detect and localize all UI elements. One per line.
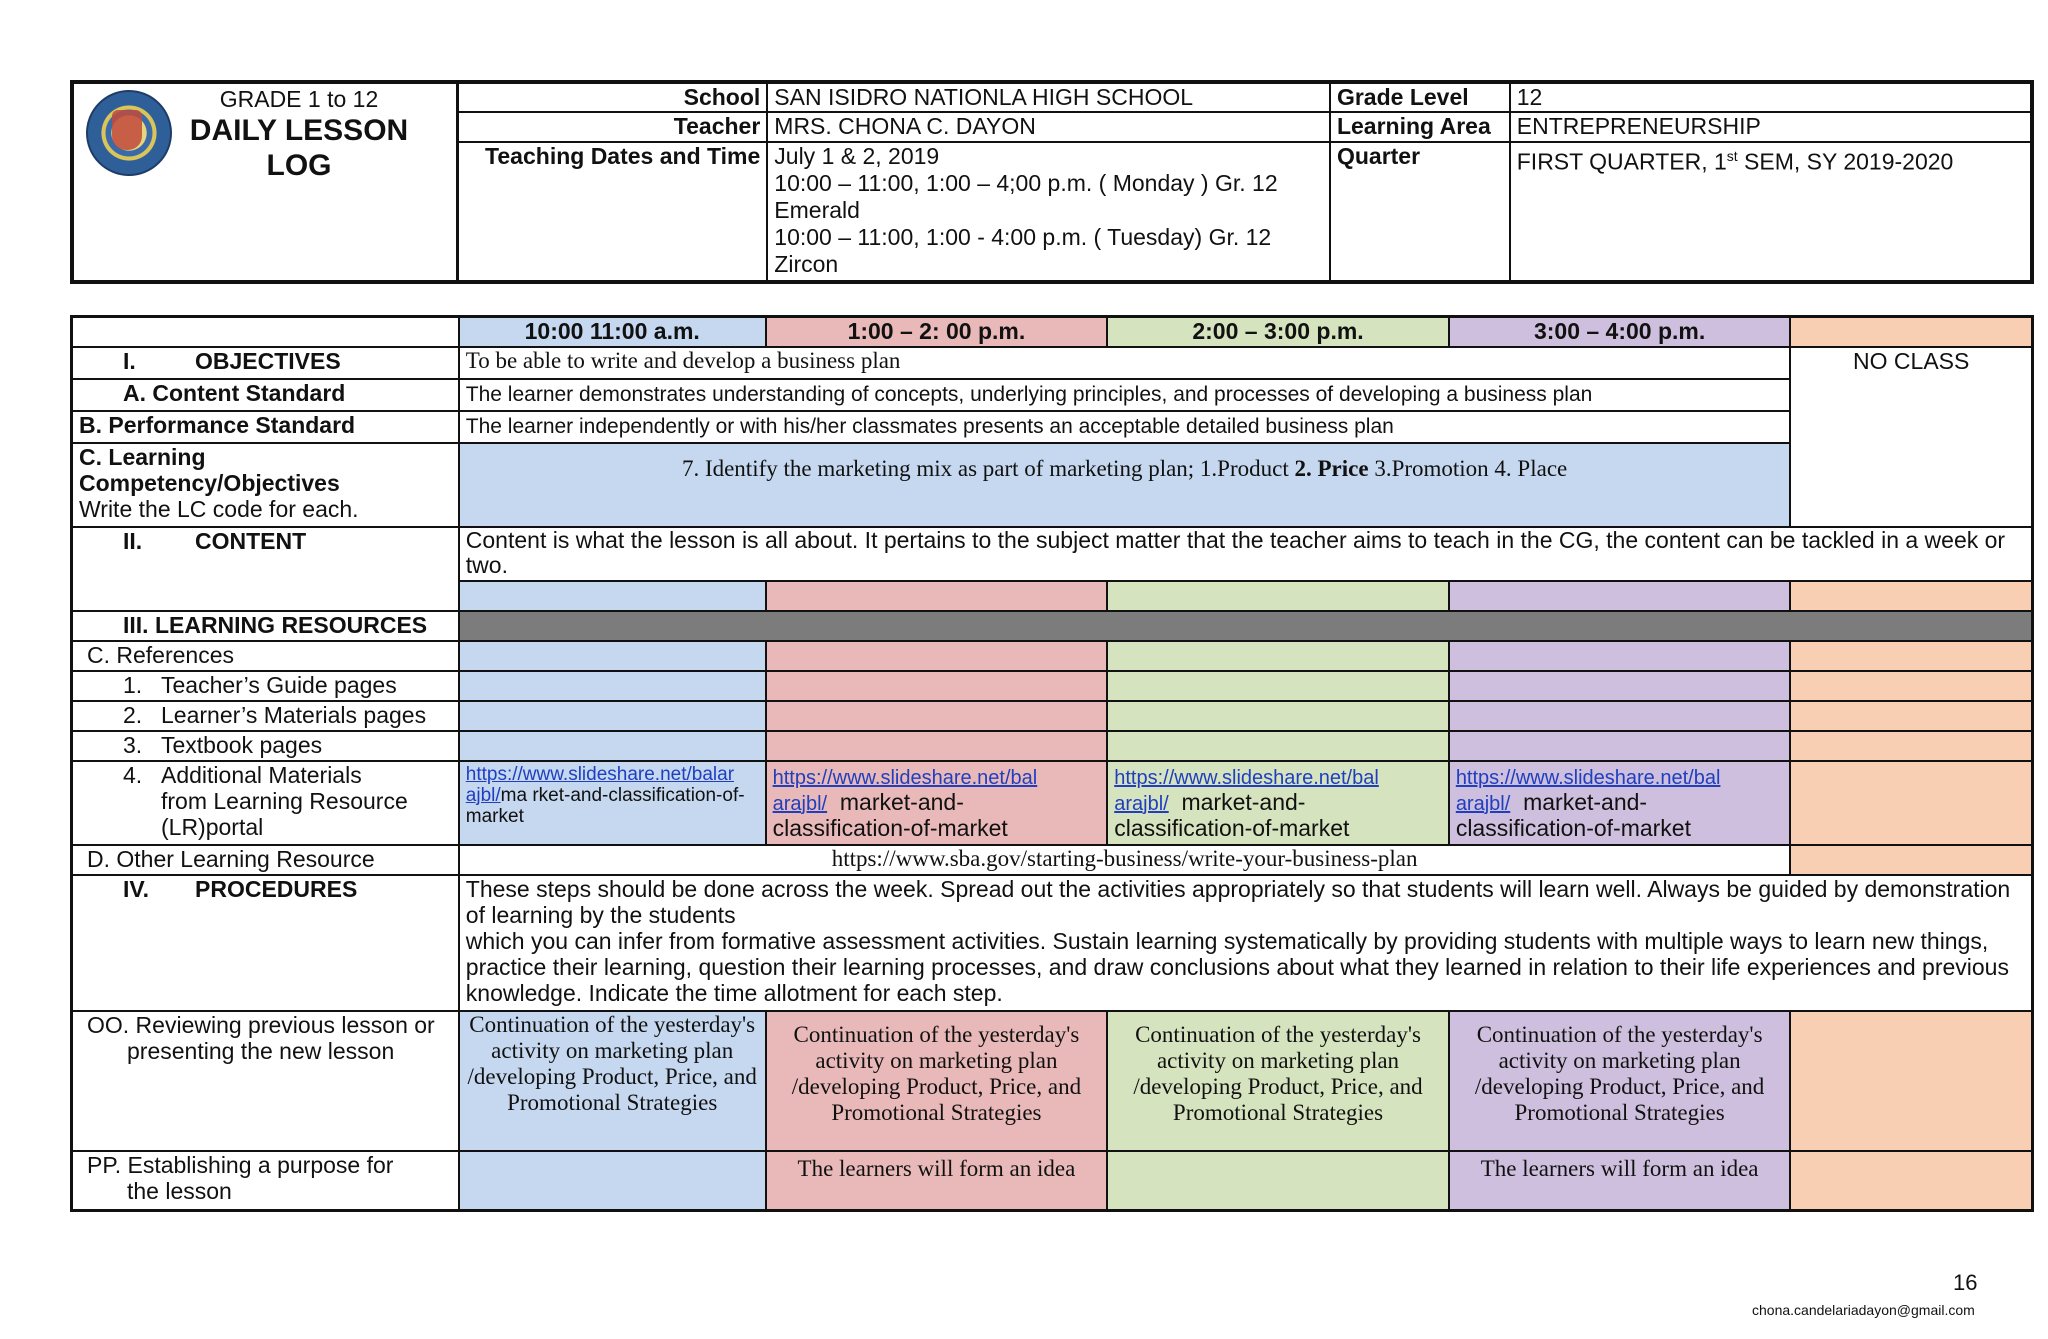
am-link-4-rest: market-and-classification-of-market: [1455, 788, 1691, 841]
other-resource-label: D. Other Learning Resource: [72, 845, 459, 875]
am-cell-3: [1107, 761, 1449, 845]
purpose-cell-3: [1107, 1151, 1449, 1211]
ref-cell-1: [459, 641, 766, 671]
am-cell-5: [1790, 761, 2032, 845]
reviewing-label: [72, 1011, 459, 1151]
reviewing-cell-4: Continuation of the yesterday's activity on marketing plan /developing Product, Price, and Promotional Strategies: [1449, 1011, 1791, 1151]
ref-cell-5: [1790, 641, 2032, 671]
tb-num: 3.: [123, 731, 143, 758]
procedures-text: [459, 875, 2033, 1011]
header-table: [70, 80, 2034, 284]
am-link-1b[interactable]: ajbl/: [465, 784, 501, 806]
grade-level-value: 12: [1510, 82, 2032, 112]
performance-standard-label: B. Performance Standard: [72, 411, 459, 443]
title-block: [184, 86, 414, 183]
dates-line3: 10:00 – 11:00, 1:00 - 4:00 p.m. ( Tuesday) Gr. 12 Zircon: [774, 223, 1272, 277]
content-text: Content is what the lesson is all about. It pertains to the subject matter that the teacher aims to teach in the CG, the content can be tackled in a week or two.: [459, 527, 2033, 581]
lc-text-bold: 2. Price: [1294, 455, 1369, 481]
lm-cell-2: [766, 701, 1108, 731]
tg-cell-3: [1107, 671, 1449, 701]
other-resource-link: https://www.sba.gov/starting-business/write-your-business-plan: [459, 845, 1791, 875]
dates-line2: 10:00 – 11:00, 1:00 – 4;00 p.m. ( Monday ) Gr. 12 Emerald: [774, 169, 1278, 223]
time-col-3: 2:00 – 3:00 p.m.: [1107, 317, 1449, 347]
teacher-value: MRS. CHONA C. DAYON: [767, 112, 1330, 141]
lm-cell-5: [1790, 701, 2032, 731]
am-link-2b[interactable]: arajbl/: [772, 792, 828, 815]
content-cell-5: [1790, 581, 2032, 611]
tb-cell-1: [459, 731, 766, 761]
objectives-label: [72, 347, 459, 379]
content-standard-text: The learner demonstrates understanding of concepts, underlying principles, and processes of developing a business plan: [459, 379, 1791, 411]
pp-line2: the lesson: [127, 1177, 232, 1204]
ref-cell-3: [1107, 641, 1449, 671]
tb-text: Textbook pages: [161, 731, 323, 758]
purpose-cell-5: [1790, 1151, 2032, 1211]
am-link-3b[interactable]: arajbl/: [1114, 792, 1169, 815]
lc-text-pre: 7. Identify the marketing mix as part of marketing plan; 1.Product: [681, 455, 1295, 481]
am-link-2-rest: market-and-classification-of-market: [772, 788, 1008, 841]
dates-value: [767, 142, 1330, 282]
tb-cell-3: [1107, 731, 1449, 761]
ref-cell-4: [1449, 641, 1791, 671]
additional-materials-label: [72, 761, 459, 845]
lm-cell-1: [459, 701, 766, 731]
lm-num: 2.: [123, 701, 143, 728]
learning-resources-label: III. LEARNING RESOURCES: [72, 611, 459, 641]
references-label: C. References: [72, 641, 459, 671]
quarter-text: FIRST QUARTER, 1: [1516, 148, 1727, 175]
performance-standard-text: The learner independently or with his/her classmates presents an acceptable detailed business plan: [459, 411, 1791, 443]
blank-corner: [72, 317, 459, 347]
time-col-2: 1:00 – 2: 00 p.m.: [766, 317, 1108, 347]
teachers-guide-label: [72, 671, 459, 701]
procedures-num: IV.: [123, 875, 150, 902]
content-label: [72, 527, 459, 611]
objectives-text: To be able to write and develop a business plan: [459, 347, 1791, 379]
procedures-label-text: PROCEDURES: [195, 875, 358, 902]
reviewing-cell-2: Continuation of the yesterday's activity on marketing plan /developing Product, Price, and Promotional Strategies: [766, 1011, 1108, 1151]
page-number: 16: [1953, 1270, 1978, 1295]
am-link-2a[interactable]: https://www.slideshare.net/bal: [772, 766, 1038, 789]
content-cell-2: [766, 581, 1108, 611]
time-col-1: 10:00 11:00 a.m.: [459, 317, 766, 347]
am-cell-2: [766, 761, 1108, 845]
reviewing-cell-3: Continuation of the yesterday's activity on marketing plan /developing Product, Price, and Promotional Strategies: [1107, 1011, 1449, 1151]
time-col-5: [1790, 317, 2032, 347]
am-num: 4.: [123, 761, 143, 788]
tg-cell-1: [459, 671, 766, 701]
reviewing-cell-5: [1790, 1011, 2032, 1151]
am-line1: [123, 762, 452, 788]
purpose-label: [72, 1151, 459, 1211]
author-email: chona.candelariadayon@gmail.com: [1752, 1302, 1975, 1318]
am-link-4b[interactable]: arajbl/: [1455, 792, 1511, 815]
deped-seal-icon: [86, 90, 172, 176]
tg-cell-5: [1790, 671, 2032, 701]
doc-title-line2: LOG: [266, 149, 332, 182]
quarter-sup: st: [1726, 147, 1738, 164]
procedures-text-1: These steps should be done across the week. Spread out the activities appropriately so that students will learn well. Always be guided by demonstration of learning by the students: [465, 875, 2011, 928]
quarter-label: Quarter: [1330, 142, 1510, 282]
tg-cell-2: [766, 671, 1108, 701]
lm-text: Learner’s Materials pages: [161, 701, 427, 728]
procedures-text-2: which you can infer from formative assessment activities. Sustain learning systematically by providing students with multiple ways to learn new things, practice their learning, question their learning processes, and draw conclusions about what they learned in relation to their life experiences and previous knowledge. Indicate the time allotment for each step.: [465, 927, 2009, 1006]
content-label-text: CONTENT: [195, 527, 307, 554]
learning-area-label: Learning Area: [1330, 112, 1510, 141]
am-line3: (LR)portal: [161, 813, 264, 840]
lc-label-line3: Write the LC code for each.: [79, 495, 359, 522]
school-value: SAN ISIDRO NATIONLA HIGH SCHOOL: [767, 82, 1330, 112]
purpose-cell-2: The learners will form an idea: [766, 1151, 1108, 1211]
teacher-label: Teacher: [458, 112, 767, 141]
objectives-num: I.: [123, 347, 136, 374]
doc-title-line1: DAILY LESSON: [189, 114, 409, 147]
school-label: School: [458, 82, 767, 112]
content-standard-label: A. Content Standard: [72, 379, 459, 411]
lc-label-line1: C. Learning: [79, 443, 206, 470]
am-cell-4: [1449, 761, 1791, 845]
other-cell-5: [1790, 845, 2032, 875]
quarter-text-end: SEM, SY 2019-2020: [1737, 148, 1954, 175]
content-num: II.: [123, 527, 143, 554]
oo-line2: presenting the new lesson: [127, 1037, 395, 1064]
learning-competency-text: [459, 443, 1791, 527]
lm-cell-4: [1449, 701, 1791, 731]
am-link-3-rest: market-and-classification-of-market: [1114, 788, 1350, 841]
lc-text-post: 3.Promotion 4. Place: [1368, 455, 1568, 481]
content-cell-4: [1449, 581, 1791, 611]
logo-title-cell: [72, 82, 458, 282]
quarter-value: [1510, 142, 2032, 282]
ref-cell-2: [766, 641, 1108, 671]
am-link-4a[interactable]: https://www.slideshare.net/bal: [1455, 766, 1721, 789]
procedures-label: [72, 875, 459, 1011]
dates-line1: July 1 & 2, 2019: [774, 142, 940, 169]
learning-competency-label: [72, 443, 459, 527]
lc-label-line2: Competency/Objectives: [79, 469, 340, 496]
tb-cell-5: [1790, 731, 2032, 761]
purpose-cell-4: The learners will form an idea: [1449, 1151, 1791, 1211]
reviewing-cell-1: Continuation of the yesterday's activity on marketing plan /developing Product, Price, and Promotional Strategies: [459, 1011, 766, 1151]
lesson-table: [70, 315, 2034, 1212]
time-col-4: 3:00 – 4:00 p.m.: [1449, 317, 1791, 347]
tg-text: Teacher’s Guide pages: [161, 671, 397, 698]
learning-resources-bar: [459, 611, 2033, 641]
grade-level-label: Grade Level: [1330, 82, 1510, 112]
objectives-label-text: OBJECTIVES: [195, 347, 341, 374]
content-cell-3: [1107, 581, 1449, 611]
learners-materials-label: [72, 701, 459, 731]
tg-cell-4: [1449, 671, 1791, 701]
tb-cell-2: [766, 731, 1108, 761]
no-class: NO CLASS: [1790, 347, 2032, 527]
textbook-label: [72, 731, 459, 761]
am-link-1a[interactable]: https://www.slideshare.net/balar: [465, 763, 735, 785]
pp-line1: PP. Establishing a purpose for: [87, 1151, 394, 1178]
am-line2: from Learning Resource: [161, 787, 408, 814]
am-cell-1: [459, 761, 766, 845]
tg-num: 1.: [123, 671, 143, 698]
am-line1-text: Additional Materials: [161, 761, 362, 788]
am-link-1-rest: ma rket-and-classification-of-market: [465, 784, 745, 827]
lm-cell-3: [1107, 701, 1449, 731]
tb-cell-4: [1449, 731, 1791, 761]
am-link-3a[interactable]: https://www.slideshare.net/bal: [1114, 766, 1379, 789]
learning-area-value: ENTREPRENEURSHIP: [1510, 112, 2032, 141]
dates-label: Teaching Dates and Time: [458, 142, 767, 282]
oo-line1: OO. Reviewing previous lesson or: [87, 1011, 435, 1038]
grade-range: GRADE 1 to 12: [219, 86, 379, 112]
purpose-cell-1: [459, 1151, 766, 1211]
content-cell-1: [459, 581, 766, 611]
